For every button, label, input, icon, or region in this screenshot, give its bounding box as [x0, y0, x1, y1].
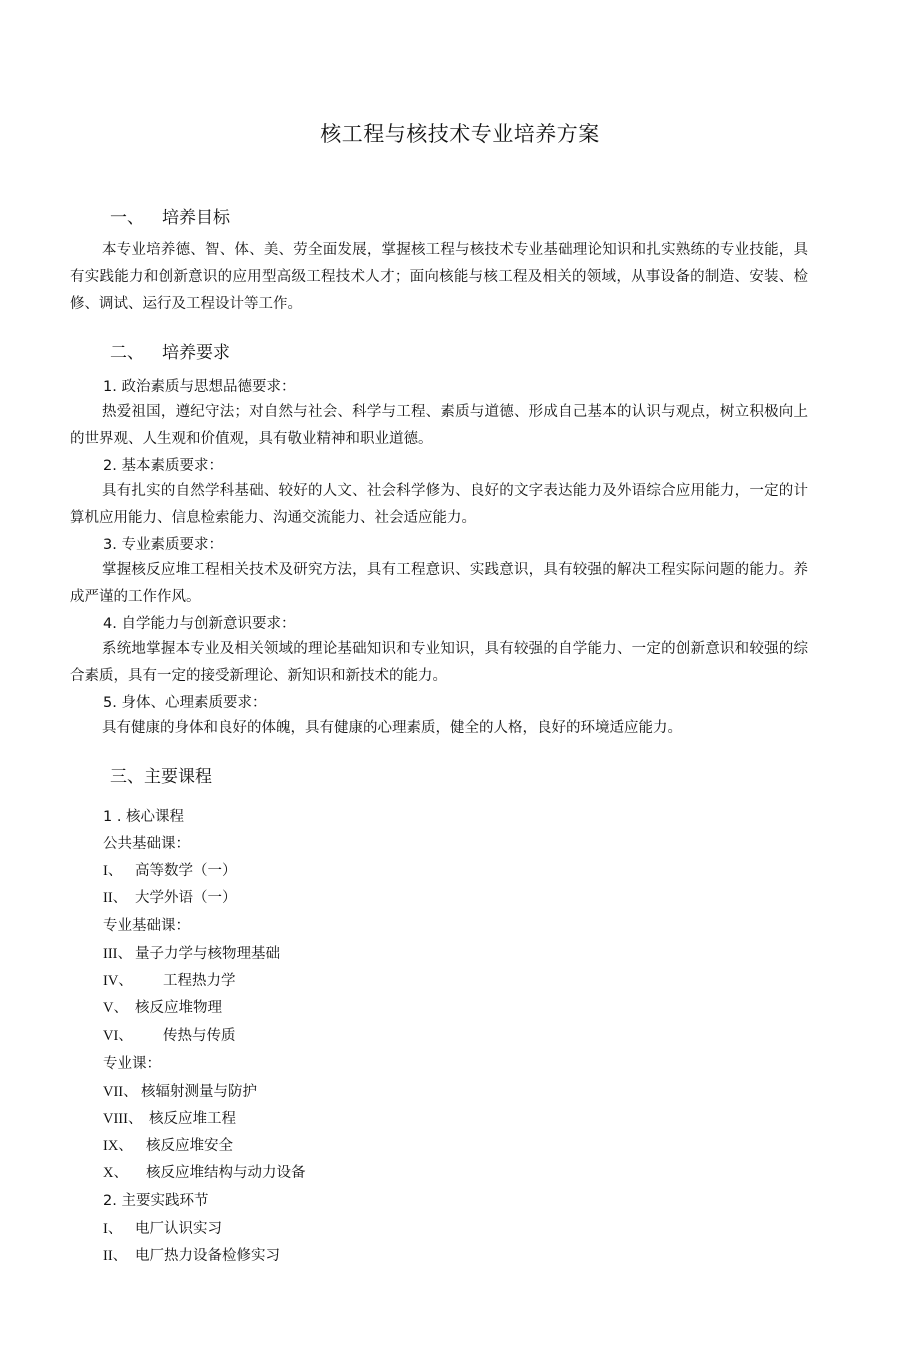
- course-name: 量子力学与核物理基础: [135, 946, 280, 962]
- course-item: [103, 1163, 306, 1183]
- course-item: [103, 861, 237, 881]
- course-item: [103, 1136, 233, 1156]
- course-item: [103, 998, 222, 1018]
- major-courses-label: 专业课：: [103, 1056, 161, 1072]
- core-courses-label: 1 . 核心课程: [103, 809, 185, 825]
- course-number: VII、: [103, 1084, 138, 1100]
- course-number: V、: [103, 1000, 128, 1016]
- course-item: [103, 1026, 236, 1046]
- course-item: [103, 944, 280, 964]
- practice-item: [103, 1219, 222, 1239]
- practice-number: I、: [103, 1221, 123, 1237]
- major-basic-label: 专业基础课：: [103, 918, 190, 934]
- section-title: 培养目标: [162, 208, 230, 228]
- requirement-label: 3. 专业素质要求：: [103, 537, 223, 553]
- course-number: IX、: [103, 1138, 133, 1154]
- requirement-label: 4. 自学能力与创新意识要求：: [103, 616, 296, 632]
- practice-name: 电厂认识实习: [135, 1221, 222, 1237]
- course-number: III、: [103, 946, 132, 962]
- document-title: 核工程与核技术专业培养方案: [320, 122, 600, 146]
- section-heading-goals: [110, 203, 230, 228]
- course-name: 高等数学（一）: [135, 863, 237, 879]
- public-basic-label: 公共基础课：: [103, 836, 190, 852]
- course-name: 核反应堆安全: [146, 1138, 233, 1154]
- course-name: 核反应堆物理: [135, 1000, 222, 1016]
- requirement-text: 掌握核反应堆工程相关技术及研究方法，具有工程意识、实践意识，具有较强的解决工程实际问题的能力。养成严谨的工作作风。: [70, 562, 808, 605]
- course-number: VI、: [103, 1028, 133, 1044]
- requirement-label: 1. 政治素质与思想品德要求：: [103, 379, 296, 395]
- course-number: VIII、: [103, 1111, 143, 1127]
- practice-number: II、: [103, 1248, 128, 1264]
- requirement-text: 热爱祖国，遵纪守法；对自然与社会、科学与工程、素质与道德、形成自己基本的认识与观点，树立积极向上的世界观、人生观和价值观，具有敬业精神和职业道德。: [70, 404, 808, 447]
- section-title: 培养要求: [162, 343, 230, 363]
- course-item: [103, 1109, 236, 1129]
- course-item: [103, 971, 236, 991]
- course-number: II、: [103, 890, 128, 906]
- section-number: 二、: [110, 343, 144, 363]
- requirement-label: 5. 身体、心理素质要求：: [103, 695, 267, 711]
- requirement-text: 具有扎实的自然学科基础、较好的人文、社会科学修为、良好的文字表达能力及外语综合应用能力，一定的计算机应用能力、信息检索能力、沟通交流能力、社会适应能力。: [70, 483, 808, 526]
- requirement-text: 系统地掌握本专业及相关领域的理论基础知识和专业知识，具有较强的自学能力、一定的创新意识和较强的综合素质，具有一定的接受新理论、新知识和新技术的能力。: [70, 641, 808, 684]
- course-item: [103, 888, 237, 908]
- section-number: 一、: [110, 208, 144, 228]
- course-number: IV、: [103, 973, 133, 989]
- course-name: 核辐射测量与防护: [141, 1084, 257, 1100]
- requirement-text: 具有健康的身体和良好的体魄，具有健康的心理素质，健全的人格，良好的环境适应能力。: [102, 720, 682, 736]
- course-name: 工程热力学: [163, 973, 236, 989]
- course-number: I、: [103, 863, 123, 879]
- course-name: 传热与传质: [163, 1028, 236, 1044]
- goals-paragraph: 本专业培养德、智、体、美、劳全面发展，掌握核工程与核技术专业基础理论知识和扎实熟练的专业技能，具有实践能力和创新意识的应用型高级工程技术人才；面向核能与核工程及相关的领域，从事设备的制造、安装、检修、调试、运行及工程设计等工作。: [70, 242, 808, 312]
- course-name: 核反应堆工程: [149, 1111, 236, 1127]
- course-item: [103, 1082, 257, 1102]
- section-heading-courses: 三、主要课程: [110, 767, 212, 787]
- course-name: 核反应堆结构与动力设备: [146, 1165, 306, 1181]
- practice-name: 电厂热力设备检修实习: [135, 1248, 280, 1264]
- course-name: 大学外语（一）: [135, 890, 237, 906]
- practice-label: 2. 主要实践环节: [103, 1193, 209, 1209]
- practice-item: [103, 1246, 280, 1266]
- requirement-label: 2. 基本素质要求：: [103, 458, 223, 474]
- section-heading-requirements: [110, 338, 230, 363]
- course-number: X、: [103, 1165, 128, 1181]
